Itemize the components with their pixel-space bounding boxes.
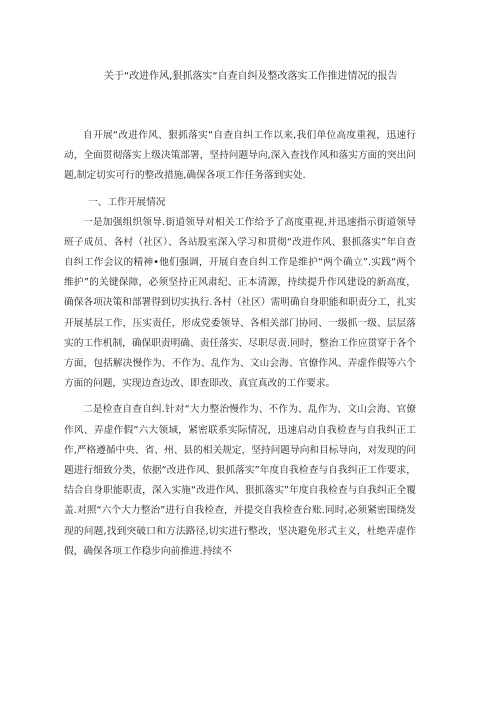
intro-paragraph: 自开展“改进作风、狠抓落实“自查自纠工作以来,我们单位高度重视，迅速行动，全面贯彻落实上级决策部署，坚持问题导向,深入查找作风和落实方面的突出问题,制定切实可行的整改措施,确保各项工作任务落到实处. bbox=[64, 130, 416, 182]
body-paragraph-2: 二是检查自查自纠.针对“大力整治慢作为、不作为、乱作为、文山会海、官僚作风、弄虚作假”六大领域，紧密联系实际情况，迅速启动自我检查与自我纠正工作,严格遵循中央、省、州、县的相关规定，坚持问题导向和目标导向，对发现的问题进行细致分类，依据“改进作风、狠抓落实”年度自我检查与自我纠正工作要求，结合自身职能职责，深入实施“改进作风、狠抓落实”年度自我检查与自我纠正全覆盖.对照“六个大力整治”进行自我检查，并提交自我检查台账.同时,必须紧密围绕发现的问题,找到突破口和方法路径,切实进行整改，坚决避免形式主义，杜绝弄虚作假，确保各项工作稳步向前推进.持续不 bbox=[64, 404, 416, 557]
body-paragraph-1: 一是加强组织领导.街道领导对相关工作给予了高度重视,并迅速指示街道领导班子成员、各村（社区）、各站股室深入学习和贯彻“改进作风、狠抓落实”年自查自纠工作会议的精神•他们强调，开展自查自纠工作是维护“两个确立”.实践“两个维护”的关键保障，必须坚持正风肃纪、正本清源，持续提升作风建设的新高度，确保各项决策和部署得到切实执行.各村（社区）需明确自身职能和职责分工，扎实开展基层工作，压实责任，形成党委领导、各相关部门协同、一级抓一级、层层落实的工作机制，确保职责明确、责任落实、尽职尽责.同时，整治工作应贯穿于各个方面，包括解决慢作为、不作为、乱作为、文山会海、官僚作风、弄虚作假等六个方面的问题，实现边查边改、即查即改、真宜真改的工作要求。 bbox=[64, 216, 416, 390]
section-heading: 一、工作开展情况 bbox=[88, 196, 166, 208]
document-title: 关于“改进作风,狠抓落实“自查自纠及整改落实工作推进情况的报告 bbox=[104, 71, 398, 82]
